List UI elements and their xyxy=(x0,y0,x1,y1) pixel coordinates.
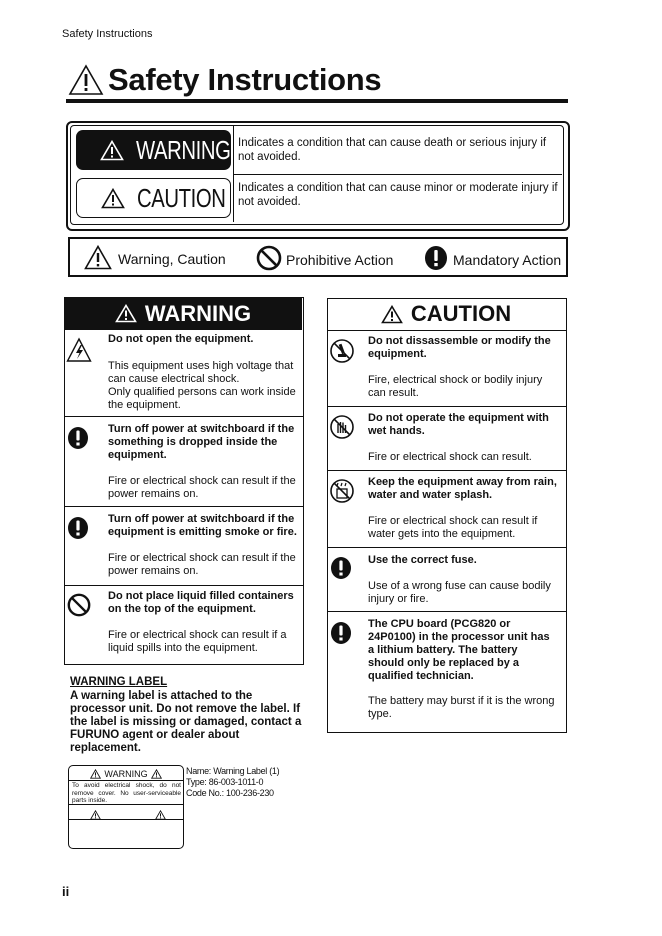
warning-triangle-icon xyxy=(84,245,112,273)
running-header: Safety Instructions xyxy=(62,28,153,40)
mandatory-action-icon xyxy=(67,516,89,545)
sticker-title: WARNING xyxy=(104,769,148,779)
warning-column-heading: WARNING xyxy=(64,297,302,330)
title-rule xyxy=(66,99,568,103)
mandatory-action-icon xyxy=(330,556,352,585)
warning-signal-word: WARNING xyxy=(136,134,231,165)
no-wet-hands-icon xyxy=(329,414,355,445)
symbol-mandatory: Mandatory Action xyxy=(424,245,561,274)
symbol-warning-caution: Warning, Caution xyxy=(84,245,226,273)
warning-signal-badge xyxy=(76,130,231,170)
symbol-prohibitive: Prohibitive Action xyxy=(256,245,393,274)
warning-triangle-icon xyxy=(151,769,162,779)
label-code: Code No.: 100-236-230 xyxy=(186,788,274,798)
label-type: Type: 86-003-1011-0 xyxy=(186,777,264,787)
warning-triangle-icon xyxy=(101,188,125,209)
warning-triangle-icon xyxy=(90,807,101,825)
warning-triangle-icon xyxy=(100,140,124,161)
warning-triangle-icon xyxy=(115,304,137,323)
caution-signal-badge xyxy=(76,178,231,218)
no-water-icon xyxy=(329,478,355,509)
prohibitive-action-icon xyxy=(256,245,282,274)
label-name: Name: Warning Label (1) xyxy=(186,766,280,776)
page-title: Safety Instructions xyxy=(108,62,382,97)
caution-signal-word: CAUTION xyxy=(137,182,226,213)
page-number: ii xyxy=(62,884,70,899)
warning-definition: Indicates a condition that can cause death or serious injury if not avoided. xyxy=(238,137,547,163)
caution-definition: Indicates a condition that can cause minor or moderate injury if not avoided. xyxy=(238,182,558,208)
warning-label-text: A warning label is attached to the processor unit. Do not remove the label. If the label is missing or damaged, contact a FURUNO agent or dealer about replacement. xyxy=(70,690,302,754)
caution-column-heading: CAUTION xyxy=(327,298,565,330)
sticker-text: To avoid electrical shock, do not remove cover. No user-serviceable parts inside. xyxy=(72,782,181,804)
warning-triangle-icon xyxy=(381,305,403,324)
mandatory-action-icon xyxy=(424,245,448,274)
no-disassembly-icon xyxy=(329,338,355,369)
warning-triangle-icon xyxy=(155,807,166,825)
mandatory-action-icon xyxy=(330,621,352,650)
warning-triangle-icon xyxy=(90,769,101,779)
electric-shock-icon xyxy=(66,337,92,368)
warning-label-sticker xyxy=(68,765,184,849)
warning-label-heading: WARNING LABEL xyxy=(70,676,168,688)
mandatory-action-icon xyxy=(67,426,89,455)
prohibitive-action-icon xyxy=(67,593,91,622)
warning-triangle-icon xyxy=(68,64,104,101)
warning-label-info xyxy=(186,766,279,799)
